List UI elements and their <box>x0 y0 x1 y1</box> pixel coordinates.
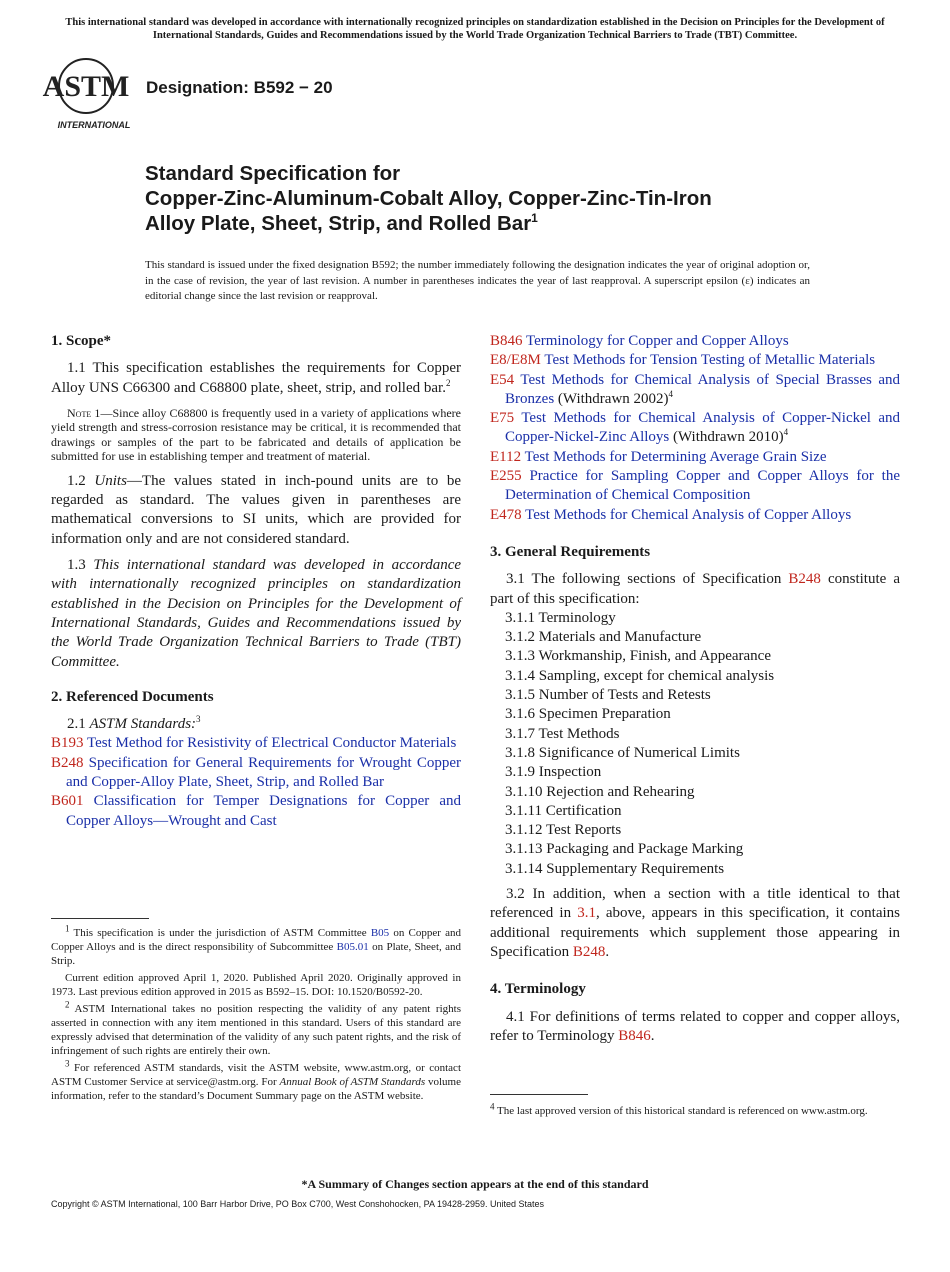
summary-notice: *A Summary of Changes section appears at the end of this standard <box>301 1177 649 1191</box>
ref-code-link[interactable]: E75 <box>490 410 515 427</box>
footnote-3: $^3$ For referenced ASTM standards, visit the ASTM website, www.astm.org, or contact ASTM Customer Service at service@astm.org. For Annual Book of ASTM Standards volume information, refer to the standard’s Document Summary page on the ASTM website. <box>51 1058 461 1102</box>
ref-title-link[interactable]: Test Method for Resistivity of Electrical Conductor Materials <box>87 735 457 752</box>
ref-title-link[interactable]: Test Methods for Tension Testing of Metallic Materials <box>544 352 876 369</box>
general-item: 3.1.8 Significance of Numerical Limits <box>505 744 740 761</box>
general-3-1: 3.1 The following sections of Specification B248 constitute a part of this specification: <box>490 571 901 607</box>
footnote-1: $^1$ This specification is under the jurisdiction of ASTM Committee B05 on Copper and Copper Alloys and is the direct responsibility of Subcommittee B05.01 on Plate, Sheet, and Strip. <box>51 923 462 967</box>
title-line-3: Alloy Plate, Sheet, Strip, and Rolled Bar <box>145 212 532 235</box>
tbt-banner: This international standard was developed in accordance with internationally recognized principles on standardization established in the Decision on Principles for the Development of International Standards, Guides and Recommendations issued by the World Trade Organization Technical Barriers to Trade (TBT) Committee. <box>65 17 885 41</box>
general-item: 3.1.10 Rejection and Rehearing <box>505 783 695 800</box>
ref-code-link[interactable]: E255 <box>490 468 522 485</box>
astm-logo <box>42 56 136 132</box>
note-1: Note 1—Since alloy C68800 is frequently used in a variety of applications where yield strength and stress-corrosion resistance may be critical, it is recommended that drawings or samples of the part to be fabricated and details of application be submitted for use in establishing temper and treatment of material. <box>51 405 461 464</box>
ref-code-link[interactable]: B248 <box>51 754 84 771</box>
general-3-2: 3.2 In addition, when a section with a title identical to that referenced in 3.1, above, appears in this specification, it contains additional requirements which supplement those appearing in Specification B248. <box>490 886 900 960</box>
referenced-item <box>490 351 900 370</box>
general-item: 3.1.6 Specimen Preparation <box>505 706 671 723</box>
astm-standards-label: 2.1 ASTM Standards:$^3$ <box>67 714 201 733</box>
referenced-item <box>490 467 900 506</box>
general-item: 3.1.3 Workmanship, Finish, and Appearance <box>505 648 771 665</box>
ref-code-link[interactable]: E112 <box>490 448 522 465</box>
title-footnote-mark: 1 <box>531 211 538 226</box>
referenced-item: E54 Test Methods for Chemical Analysis of Special Brasses and Bronzes (Withdrawn 2002)$^4$ <box>490 371 900 407</box>
link-b248-2[interactable]: B248 <box>572 943 606 960</box>
referenced-heading: 2. Referenced Documents <box>51 688 214 705</box>
ref-title-link[interactable]: Specification for General Requirements for Wrought Copper and Copper-Alloy Plate, Sheet, Strip, and Rolled Bar <box>66 754 461 791</box>
footnote-1-edition: Current edition approved April 1, 2020. Published April 2020. Originally approved in 1973. Last previous edition approved in 2015 as B592–15. DOI: 10.1520/B0592-20. <box>51 972 461 998</box>
general-item: 3.1.12 Test Reports <box>505 822 622 839</box>
footnote-rule <box>51 918 149 919</box>
ref-code-link[interactable]: E8/E8M <box>490 352 541 369</box>
footnote-4: $^4$ The last approved version of this historical standard is referenced on www.astm.org. <box>490 1101 868 1117</box>
designation: Designation: B592 − 20 <box>146 78 333 97</box>
terminology-4-1: 4.1 For definitions of terms related to copper and copper alloys, refer to Terminology B846. <box>490 1008 900 1044</box>
ref-code-link[interactable]: B601 <box>51 793 84 810</box>
scope-1-1: 1.1 This specification establishes the requirements for Copper Alloy UNS C66300 and C68800 plate, sheet, strip, and rolled bar.$^2$ <box>51 360 461 396</box>
ref-title-link[interactable]: Practice for Sampling Copper and Copper Alloys for the Determination of Chemical Composition <box>505 468 901 504</box>
footnote-2: $^2$ ASTM International takes no position respecting the validity of any patent rights asserted in connection with any item mentioned in this standard. Users of this standard are expressly advised that determination of the validity of any such patent rights, and the risk of infringement of such rights are entirely their own. <box>51 999 461 1057</box>
ref-title-link[interactable]: Test Methods for Chemical Analysis of Copper-Nickel and Copper-Nickel-Zinc Alloys <box>505 410 900 446</box>
title-line-2: Copper-Zinc-Aluminum-Cobalt Alloy, Copper-Zinc-Tin-Iron <box>145 187 712 210</box>
link-3-1[interactable]: 3.1 <box>577 905 596 922</box>
referenced-list-left <box>51 734 461 830</box>
scope-1-2: 1.2 Units—The values stated in inch-pound units are to be regarded as standard. The values given in parentheses are mathematical conversions to SI units, which are provided for information only and are not considered standard. <box>51 472 461 547</box>
general-item: 3.1.5 Number of Tests and Retests <box>505 687 711 704</box>
referenced-item <box>51 754 461 793</box>
general-items <box>490 609 900 879</box>
terminology-heading: 4. Terminology <box>490 981 586 998</box>
general-item: 3.1.7 Test Methods <box>505 725 620 742</box>
ref-title-link[interactable]: Classification for Temper Designations for Copper and Copper Alloys—Wrought and Cast <box>66 793 461 829</box>
general-item: 3.1.1 Terminology <box>505 609 616 626</box>
scope-heading: 1. Scope* <box>51 333 111 349</box>
referenced-item: E75 Test Methods for Chemical Analysis of Copper-Nickel and Copper-Nickel-Zinc Alloys (Withdrawn 2010)$^4$ <box>490 410 900 446</box>
ref-code-link[interactable]: E478 <box>490 506 522 523</box>
referenced-list-right <box>490 332 900 525</box>
general-item: 3.1.2 Materials and Manufacture <box>505 629 702 646</box>
document-title <box>145 161 905 236</box>
referenced-item <box>490 506 900 525</box>
copyright: Copyright © ASTM International, 100 Barr Harbor Drive, PO Box C700, West Conshohocken, PA 19428-2959. United States <box>51 1199 545 1209</box>
intro-paragraph: This standard is issued under the fixed designation B592; the number immediately following the designation indicates the year of original adoption or, in the case of revision, the year of last revision. A number in parentheses indicates the year of last reapproval. A superscript epsilon (ε) indicates an editorial change since the last revision or reapproval. <box>145 259 810 302</box>
general-item: 3.1.14 Supplementary Requirements <box>505 860 725 877</box>
logo-org: INTERNATIONAL <box>57 120 131 130</box>
referenced-item <box>490 332 900 351</box>
referenced-item <box>490 448 900 467</box>
referenced-item <box>51 792 461 831</box>
link-b05-01[interactable]: B05.01 <box>336 941 369 953</box>
ref-code-link[interactable]: B846 <box>490 333 523 349</box>
scope-1-3: 1.3 This international standard was developed in accordance with internationally recognized principles on standardization established in the Decision on Principles for the Development of International Standards, Guides and Recommendations issued by the World Trade Organization Technical Barriers to Trade (TBT) Committee. <box>51 557 462 670</box>
ref-title-link[interactable]: Test Methods for Determining Average Grain Size <box>524 448 827 465</box>
general-item: 3.1.13 Packaging and Package Marking <box>505 841 744 858</box>
general-heading: 3. General Requirements <box>490 543 651 560</box>
logo-letters: ASTM <box>42 70 130 103</box>
left-column <box>51 332 461 831</box>
ref-title-link[interactable]: Terminology for Copper and Copper Alloys <box>526 333 789 349</box>
general-item: 3.1.9 Inspection <box>505 764 602 781</box>
link-b05[interactable]: B05 <box>370 927 390 939</box>
title-line-1: Standard Specification for <box>145 162 401 185</box>
general-item: 3.1.11 Certification <box>505 802 622 819</box>
referenced-item <box>51 734 461 753</box>
link-b846[interactable]: B846 <box>618 1027 651 1044</box>
ref-code-link[interactable]: E54 <box>490 371 515 388</box>
general-item: 3.1.4 Sampling, except for chemical analysis <box>505 667 775 684</box>
footnote-rule-right <box>490 1094 588 1095</box>
ref-code-link[interactable]: B193 <box>51 735 84 752</box>
right-column <box>490 332 900 1053</box>
link-b248[interactable]: B248 <box>788 571 821 588</box>
ref-title-link[interactable]: Test Methods for Chemical Analysis of Special Brasses and Bronzes <box>505 371 900 407</box>
footnotes-left <box>51 923 462 1106</box>
ref-title-link[interactable]: Test Methods for Chemical Analysis of Copper Alloys <box>525 506 852 523</box>
